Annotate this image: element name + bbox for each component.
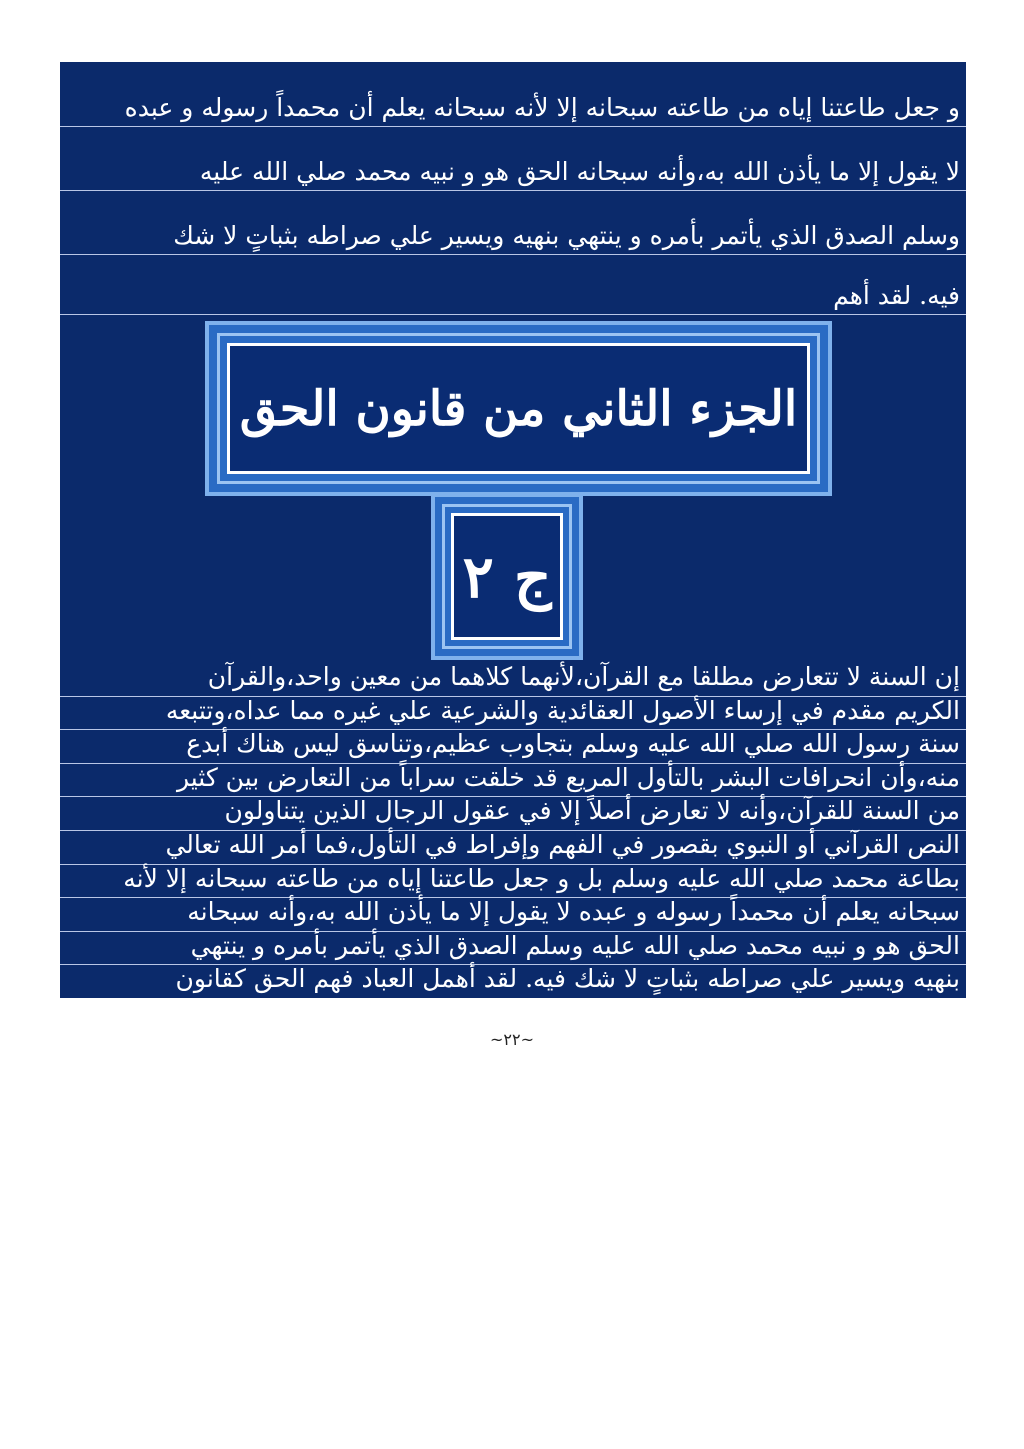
- line-text: من السنة للقرآن،وأنه لا تعارض أصلاً إلا في عقول الرجال الذين يتناولون: [224, 796, 960, 826]
- line-text: إن السنة لا تتعارض مطلقا مع القرآن،لأنهما كلاهما من معين واحد،والقرآن: [207, 662, 960, 692]
- text-line: [60, 897, 966, 932]
- title-box: [227, 343, 810, 474]
- text-line: [60, 62, 966, 127]
- part-box: [451, 513, 563, 640]
- text-line: [60, 254, 966, 315]
- text-line: [60, 864, 966, 899]
- part-label: ج ٢: [462, 542, 552, 611]
- line-text: سنة رسول الله صلي الله عليه وسلم بتجاوب عظيم،وتناسق ليس هناك أبدع: [186, 729, 960, 759]
- text-line: [60, 190, 966, 255]
- text-line: [60, 662, 966, 697]
- line-text: لا يقول إلا ما يأذن الله به،وأنه سبحانه الحق هو و نبيه محمد صلي الله عليه: [199, 156, 960, 186]
- text-line: [60, 696, 966, 731]
- line-text: فيه. لقد أهم: [833, 280, 960, 310]
- part-frame: [431, 493, 583, 660]
- line-text: سبحانه يعلم أن محمداً رسوله و عبده لا يقول إلا ما يأذن الله به،وأنه سبحانه: [187, 897, 960, 927]
- line-text: بنهيه ويسير علي صراطه بثباتٍ لا شك فيه. لقد أهمل العباد فهم الحق كقانون: [175, 964, 960, 994]
- page-number: ~٢٢~: [490, 1030, 534, 1049]
- page-panel: [60, 62, 966, 998]
- line-text: و جعل طاعتنا إياه من طاعته سبحانه إلا لأنه سبحانه يعلم أن محمداً رسوله و عبده: [124, 92, 960, 122]
- line-text: الحق هو و نبيه محمد صلي الله عليه وسلم الصدق الذي يأتمر بأمره و ينتهي: [190, 930, 960, 960]
- text-line: [60, 796, 966, 831]
- line-text: وسلم الصدق الذي يأتمر بأمره و ينتهي بنهيه ويسير علي صراطه بثباتٍ لا شك: [173, 220, 960, 250]
- text-line: [60, 729, 966, 764]
- line-text: منه،وأن انحرافات البشر بالتأول المريع قد خلقت سراباً من التعارض بين كثير: [176, 762, 960, 792]
- line-text: بطاعة محمد صلي الله عليه وسلم بل و جعل طاعتنا إياه من طاعته سبحانه إلا لأنه: [123, 863, 960, 893]
- line-text: النص القرآني أو النبوي بقصور في الفهم وإفراط في التأول،فما أمر الله تعالي: [165, 830, 960, 860]
- text-line: [60, 830, 966, 865]
- text-line: [60, 931, 966, 966]
- line-text: الكريم مقدم في إرساء الأصول العقائدية والشرعية علي غيره مما عداه،وتتبعه: [165, 695, 960, 725]
- text-line: [60, 763, 966, 798]
- text-line: [60, 964, 966, 998]
- text-line: [60, 126, 966, 191]
- section-title: الجزء الثاني من قانون الحق: [239, 380, 798, 437]
- title-frame: [205, 321, 832, 496]
